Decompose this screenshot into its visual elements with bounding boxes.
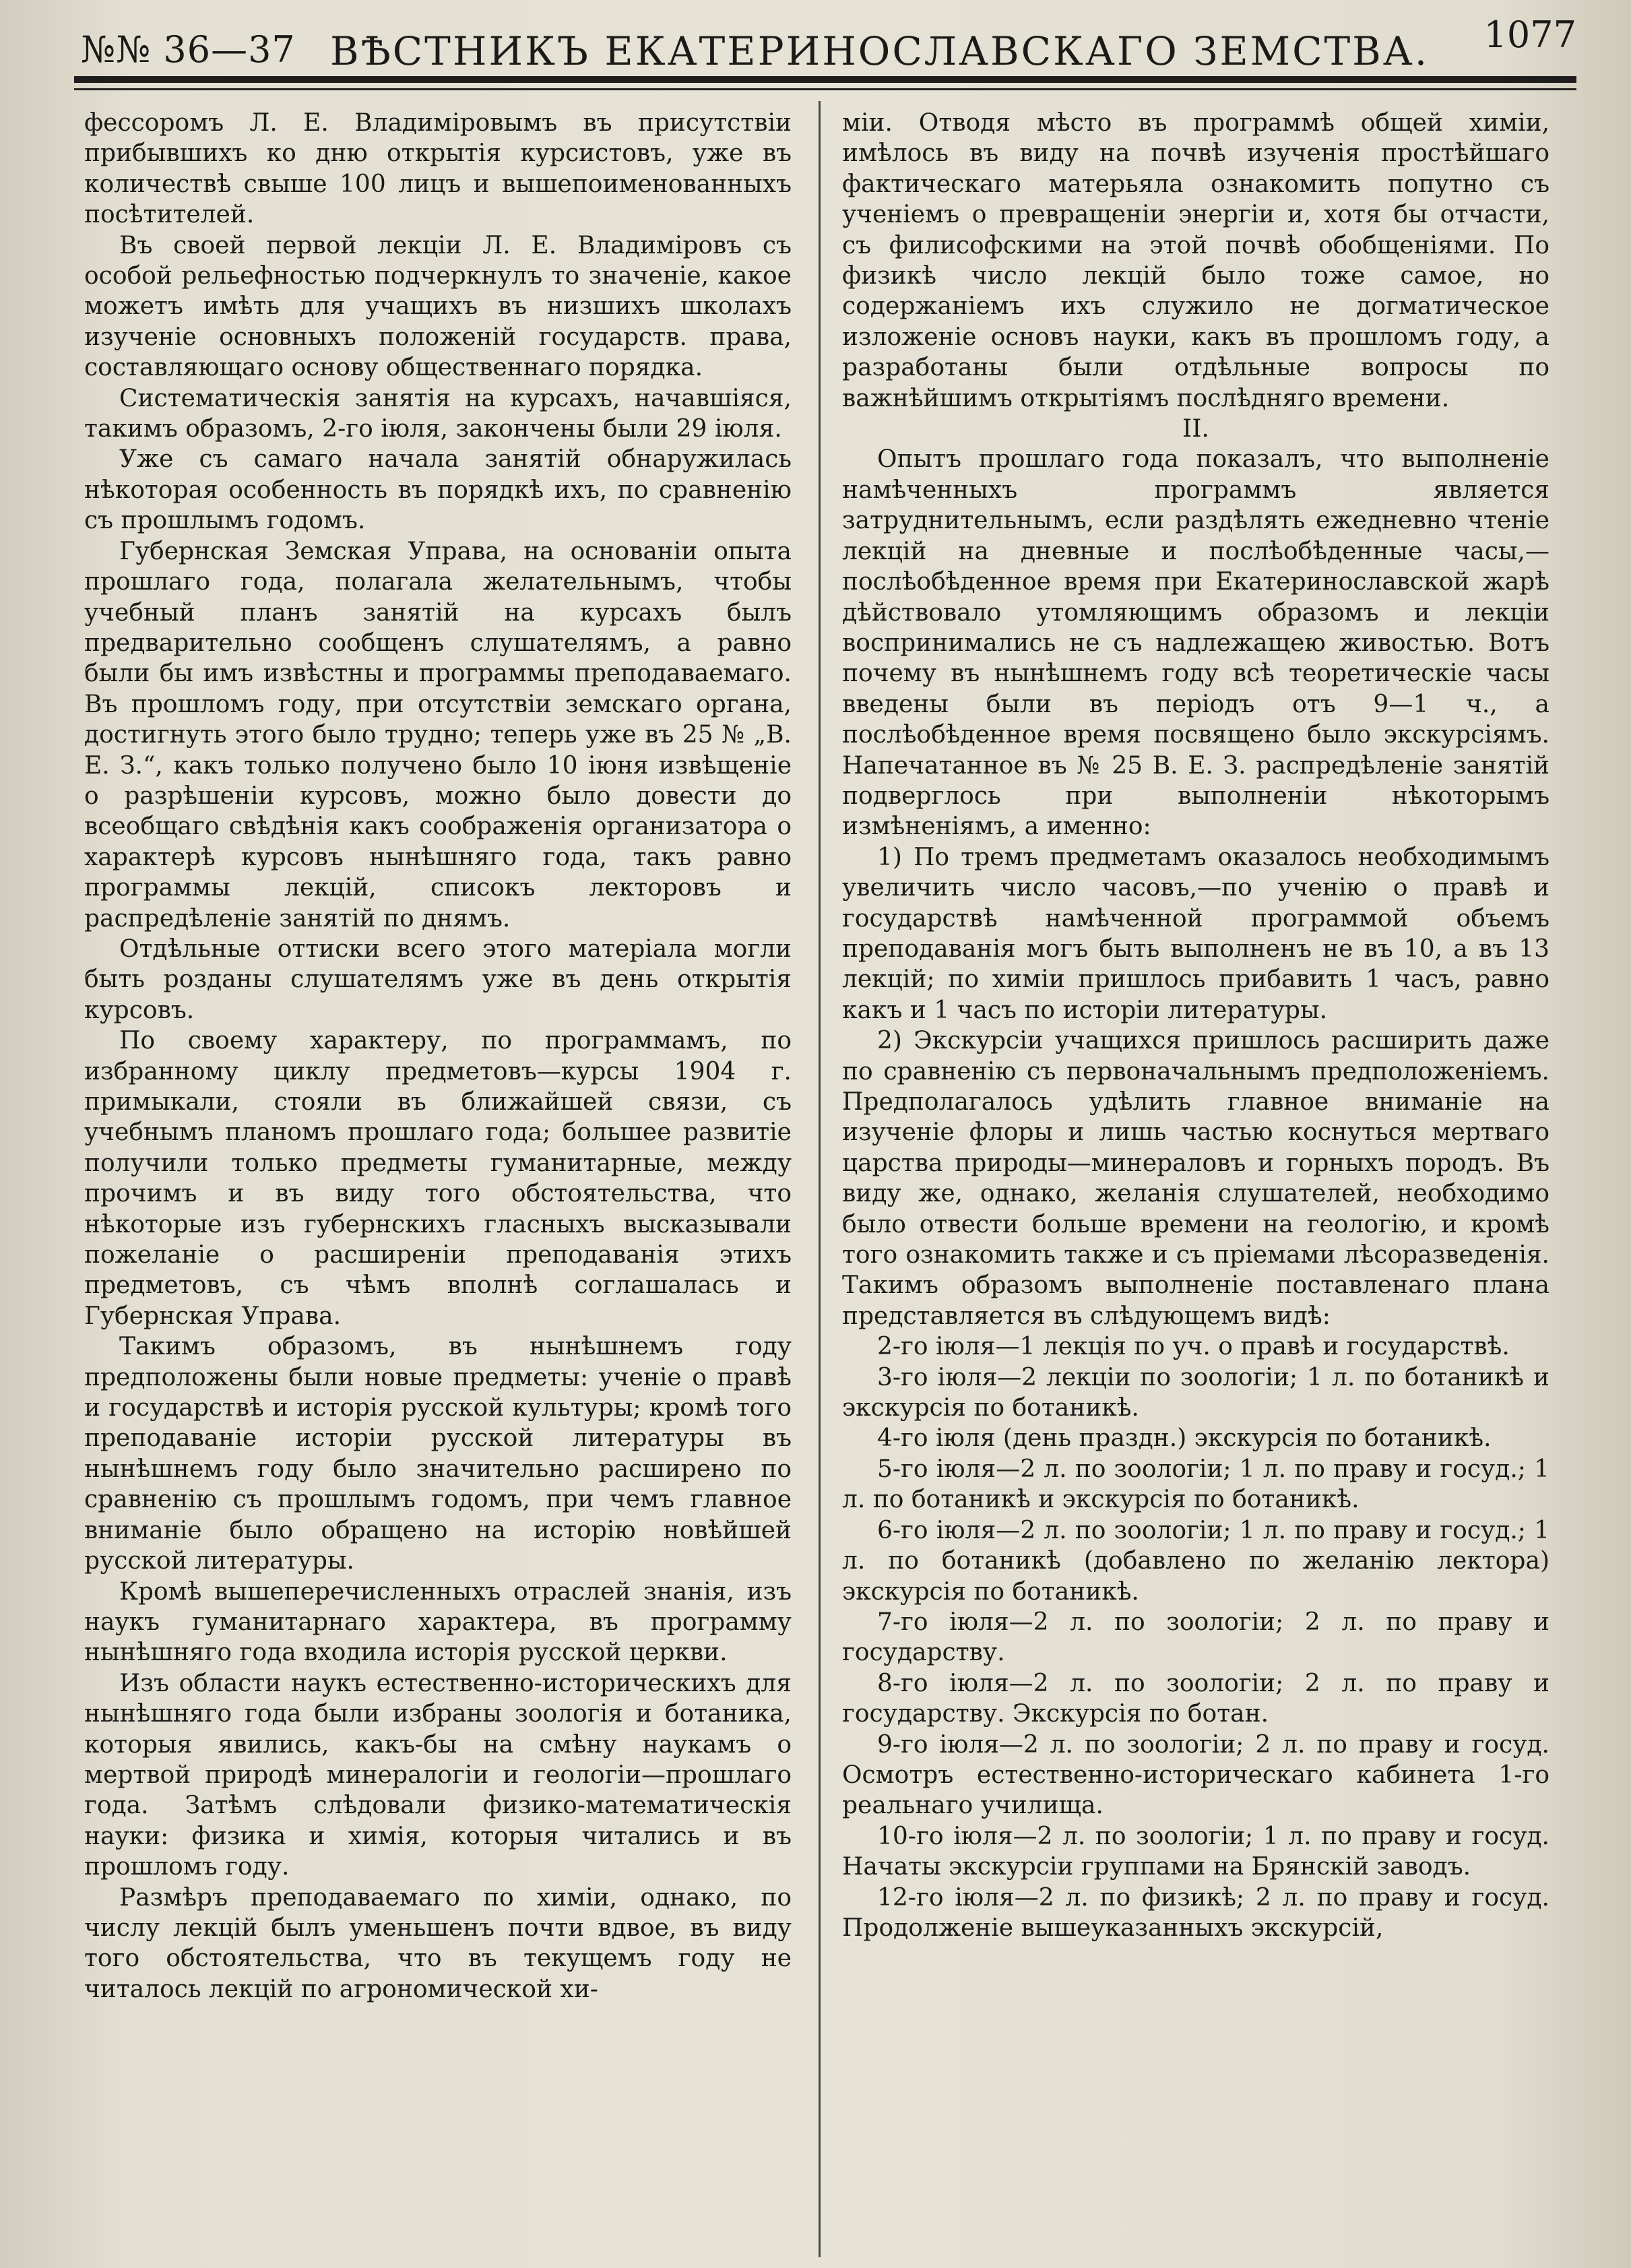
left-column bbox=[84, 108, 792, 2257]
schedule-entry: 8-го іюля—2 л. по зоологіи; 2 л. по праву и государству. Экскурсія по ботан. bbox=[842, 1669, 1549, 1728]
header-rule-thick bbox=[74, 76, 1576, 83]
paragraph: Систематическія занятія на курсахъ, начавшіяся, такимъ образомъ, 2-го іюля, закончены были 29 іюля. bbox=[84, 384, 792, 443]
paragraph: Кромѣ вышеперечисленныхъ отраслей знанія, изъ наукъ гуманитарнаго характера, въ программу нынѣшняго года входила исторія русской церкви. bbox=[84, 1577, 792, 1667]
page-number: 1077 bbox=[1483, 13, 1576, 56]
paragraph: 1) По тремъ предметамъ оказалось необходимымъ увеличить число часовъ,—по ученію о правѣ и государствѣ намѣченной программой объемъ преподаванія могъ быть выполненъ не въ 10, а въ 13 лекцій; по химіи пришлось прибавить 1 часъ, равно какъ и 1 часъ по исторіи литературы. bbox=[842, 843, 1549, 1024]
schedule-entry: 10-го іюля—2 л. по зоологіи; 1 л. по праву и госуд. Начаты экскурсіи группами на Брянскій заводъ. bbox=[842, 1822, 1549, 1881]
journal-title: ВѢСТНИКЪ ЕКАТЕРИНОСЛАВСКАГО ЗЕМСТВА. bbox=[330, 28, 1430, 74]
paragraph: 2) Экскурсіи учащихся пришлось расширить даже по сравненію съ первоначальнымъ предположеніемъ. Предполагалось удѣлить главное вниманіе на изученіе флоры и лишь частью коснуться мертваго царства природы—минераловъ и горныхъ породъ. Въ виду же, однако, желанія слушателей, необходимо было отвести больше времени на геологію, и кромѣ того ознакомить также и съ пріемами лѣсоразведенія. Такимъ образомъ выполненіе поставленаго плана представляется въ слѣдующемъ видѣ: bbox=[842, 1027, 1549, 1330]
schedule-entry: 7-го іюля—2 л. по зоологіи; 2 л. по праву и государству. bbox=[842, 1608, 1549, 1667]
issue-number: №№ 36—37 bbox=[81, 28, 296, 71]
schedule-entry: 4-го іюля (день праздн.) экскурсія по ботаникѣ. bbox=[877, 1424, 1492, 1453]
paragraph: Уже съ самаго начала занятій обнаружилась нѣкоторая особенность въ порядкѣ ихъ, по сравненію съ прошлымъ годомъ. bbox=[84, 445, 792, 535]
paragraph: Въ своей первой лекціи Л. Е. Владиміровъ съ особой рельефностью подчеркнулъ то значеніе, какое можетъ имѣть для учащихъ въ низшихъ школахъ изученіе основныхъ положеній государств. права, составляющаго основу общественнаго порядка. bbox=[84, 231, 792, 382]
paragraph: Изъ области наукъ естественно-историческихъ для нынѣшняго года были избраны зоологія и ботаника, которыя явились, какъ-бы на смѣну наукамъ о мертвой природѣ минералогіи и геологіи—прошлаго года. Затѣмъ слѣдовали физико-математическія науки: физика и химія, которыя читались и въ прошломъ году. bbox=[84, 1669, 792, 1881]
paragraph: Губернская Земская Управа, на основаніи опыта прошлаго года, полагала желательнымъ, чтобы учебный планъ занятій на курсахъ былъ предварительно сообщенъ слушателямъ, а равно были бы имъ извѣстны и программы преподаваемаго. Въ прошломъ году, при отсутствіи земскаго органа, достигнуть этого было трудно; теперь уже въ 25 № „В. Е. З.“, какъ только получено было 10 іюня извѣщеніе о разрѣшеніи курсовъ, можно было довести до всеобщаго свѣдѣнія какъ соображенія организатора о характерѣ курсовъ нынѣшняго года, такъ равно программы лекцій, списокъ лекторовъ и распредѣленіе занятій по днямъ. bbox=[84, 537, 792, 933]
right-column bbox=[842, 108, 1549, 2257]
paragraph: По своему характеру, по программамъ, по избранному циклу предметовъ—курсы 1904 г. примыкали, стояли въ ближайшей связи, съ учебнымъ планомъ прошлаго года; большее развитіе получили только предметы гуманитарные, между прочимъ и въ виду того обстоятельства, что нѣкоторые изъ губернскихъ гласныхъ высказывали пожеланіе о расширеніи преподаванія этихъ предметовъ, съ чѣмъ вполнѣ соглашалась и Губернская Управа. bbox=[84, 1027, 792, 1330]
schedule-entry: 2-го іюля—1 лекція по уч. о правѣ и государствѣ. bbox=[877, 1333, 1510, 1361]
schedule-entry: 3-го іюля—2 лекціи по зоологіи; 1 л. по ботаникѣ и экскурсія по ботаникѣ. bbox=[842, 1363, 1549, 1422]
page-header bbox=[74, 13, 1576, 74]
paragraph: Такимъ образомъ, въ нынѣшнемъ году предположены были новые предметы: ученіе о правѣ и государствѣ и исторія русской культуры; кромѣ того преподаваніе исторіи русской литературы въ нынѣшнемъ году было значительно расширено по сравненію съ прошлымъ годомъ, при чемъ главное вниманіе было обращено на исторію новѣйшей русской литературы. bbox=[84, 1333, 792, 1575]
paragraph: Отдѣльные оттиски всего этого матеріала могли быть розданы слушателямъ уже въ день открытія курсовъ. bbox=[84, 935, 792, 1024]
paragraph: Размѣръ преподаваемаго по химіи, однако, по числу лекцій былъ уменьшенъ почти вдвое, въ виду того обстоятельства, что въ текущемъ году не читалось лекцій по агрономической хи- bbox=[84, 1883, 792, 2003]
section-heading: II. bbox=[1182, 415, 1209, 443]
schedule-entry: 6-го іюля—2 л. по зоологіи; 1 л. по праву и госуд.; 1 л. по ботаникѣ (добавлено по желанію лектора) экскурсія по ботаникѣ. bbox=[842, 1516, 1549, 1606]
column-divider bbox=[819, 101, 821, 2257]
paragraph: міи. Отводя мѣсто въ программѣ общей химіи, имѣлось въ виду на почвѣ изученія простѣйшаго фактическаго матерьяла ознакомить попутно съ ученіемъ о превращеніи энергіи и, хотя бы отчасти, съ филисофскими на этой почвѣ обобщеніями. По физикѣ число лекцій было тоже самое, но содержаніемъ ихъ служило не догматическое изложеніе основъ науки, какъ въ прошломъ году, а разработаны были отдѣльные вопросы по важнѣйшимъ открытіямъ послѣдняго времени. bbox=[842, 109, 1549, 412]
schedule-entry: 5-го іюля—2 л. по зоологіи; 1 л. по праву и госуд.; 1 л. по ботаникѣ и экскурсія по ботаникѣ. bbox=[842, 1455, 1549, 1514]
schedule-entry: 12-го іюля—2 л. по физикѣ; 2 л. по праву и госуд. Продолженіе вышеуказанныхъ экскурсій, bbox=[842, 1883, 1549, 1942]
header-rule-thin bbox=[74, 88, 1576, 90]
paragraph: фессоромъ Л. Е. Владиміровымъ въ присутствіи прибывшихъ ко дню открытія курсистовъ, уже въ количествѣ свыше 100 лицъ и вышепоименованныхъ посѣтителей. bbox=[84, 109, 792, 229]
paragraph: Опытъ прошлаго года показалъ, что выполненіе намѣченныхъ программъ является затруднительнымъ, если раздѣлять ежедневно чтеніе лекцій на дневные и послѣобѣденные часы,—послѣобѣденное время при Екатеринославской жарѣ дѣйствовало утомляющимъ образомъ и лекціи воспринимались не съ надлежащею живостью. Вотъ почему въ нынѣшнемъ году всѣ теоретическіе часы введены были въ періодъ отъ 9—1 ч., а послѣобѣденное время посвящено было экскурсіямъ. Напечатанное въ № 25 В. Е. З. распредѣленіе занятій подверглось при выполненіи нѣкоторымъ измѣненіямъ, а именно: bbox=[842, 445, 1549, 841]
schedule-entry: 9-го іюля—2 л. по зоологіи; 2 л. по праву и госуд. Осмотръ естественно-историческаго кабинета 1-го реальнаго училища. bbox=[842, 1730, 1549, 1820]
